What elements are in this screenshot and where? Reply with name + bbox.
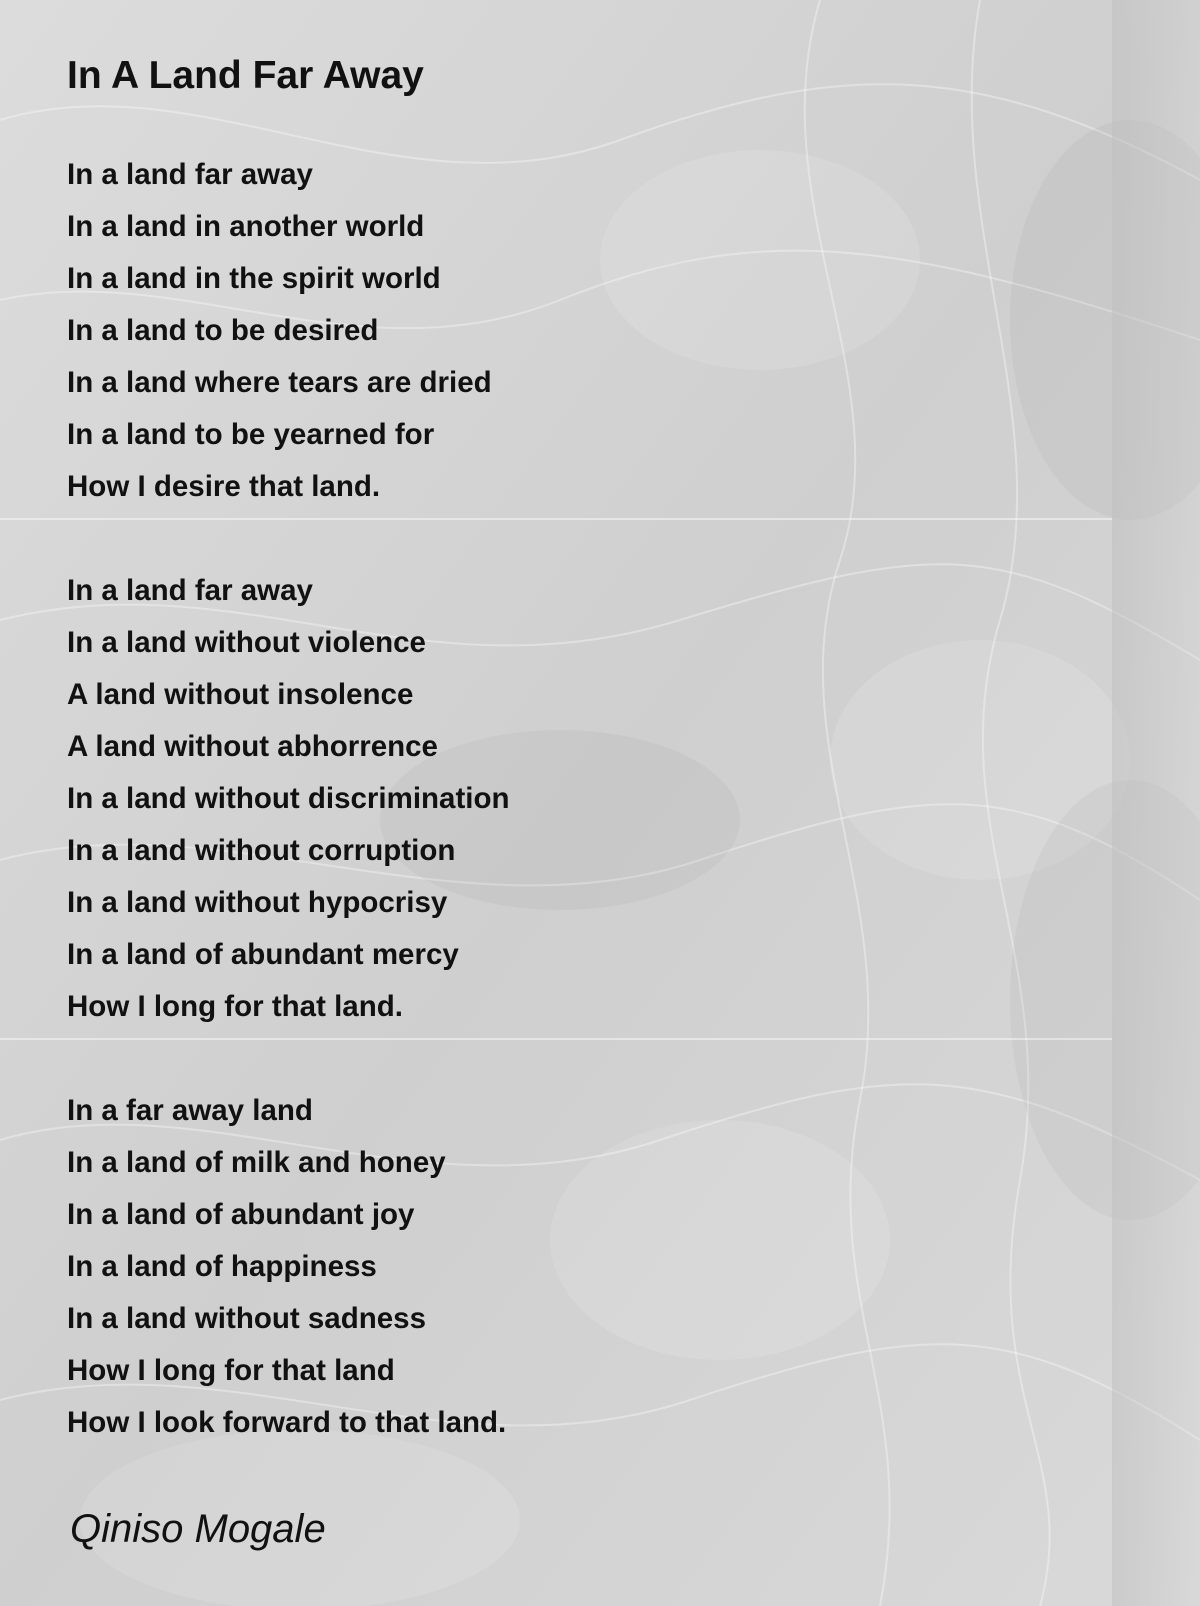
background-tile-seam xyxy=(0,1038,1112,1040)
poem-title: In A Land Far Away xyxy=(67,54,424,97)
poem-line: In a land in another world xyxy=(67,210,425,243)
background-edge-strip xyxy=(1112,0,1200,1606)
poem-line: In a land without hypocrisy xyxy=(67,886,448,919)
poem-line: In a land without corruption xyxy=(67,834,456,867)
poem-line: In a land in the spirit world xyxy=(67,262,441,295)
poem-line: In a land without discrimination xyxy=(67,782,510,815)
poem-line: In a land of abundant joy xyxy=(67,1198,415,1231)
poem-line: In a land to be yearned for xyxy=(67,418,435,451)
poem-line: How I look forward to that land. xyxy=(67,1406,507,1439)
poem-author: Qiniso Mogale xyxy=(70,1507,326,1551)
poem-line: In a land of happiness xyxy=(67,1250,377,1283)
poem-line: In a land far away xyxy=(67,574,313,607)
poem-line: In a land far away xyxy=(67,158,313,191)
poem-line: How I long for that land xyxy=(67,1354,395,1387)
poem-line: In a land of milk and honey xyxy=(67,1146,446,1179)
stanza-3 xyxy=(67,1085,506,1449)
poem-line: A land without insolence xyxy=(67,678,414,711)
poem-line: In a far away land xyxy=(67,1094,313,1127)
poem-line: How I long for that land. xyxy=(67,990,403,1023)
poem-line: A land without abhorrence xyxy=(67,730,438,763)
poem-line: How I desire that land. xyxy=(67,470,381,503)
stanza-2 xyxy=(67,565,510,1033)
poem-line: In a land where tears are dried xyxy=(67,366,492,399)
poem-line: In a land without sadness xyxy=(67,1302,426,1335)
poem-line: In a land without violence xyxy=(67,626,426,659)
stanza-1 xyxy=(67,149,492,513)
poem-line: In a land of abundant mercy xyxy=(67,938,459,971)
background-tile-seam xyxy=(0,518,1112,520)
poem-line: In a land to be desired xyxy=(67,314,379,347)
